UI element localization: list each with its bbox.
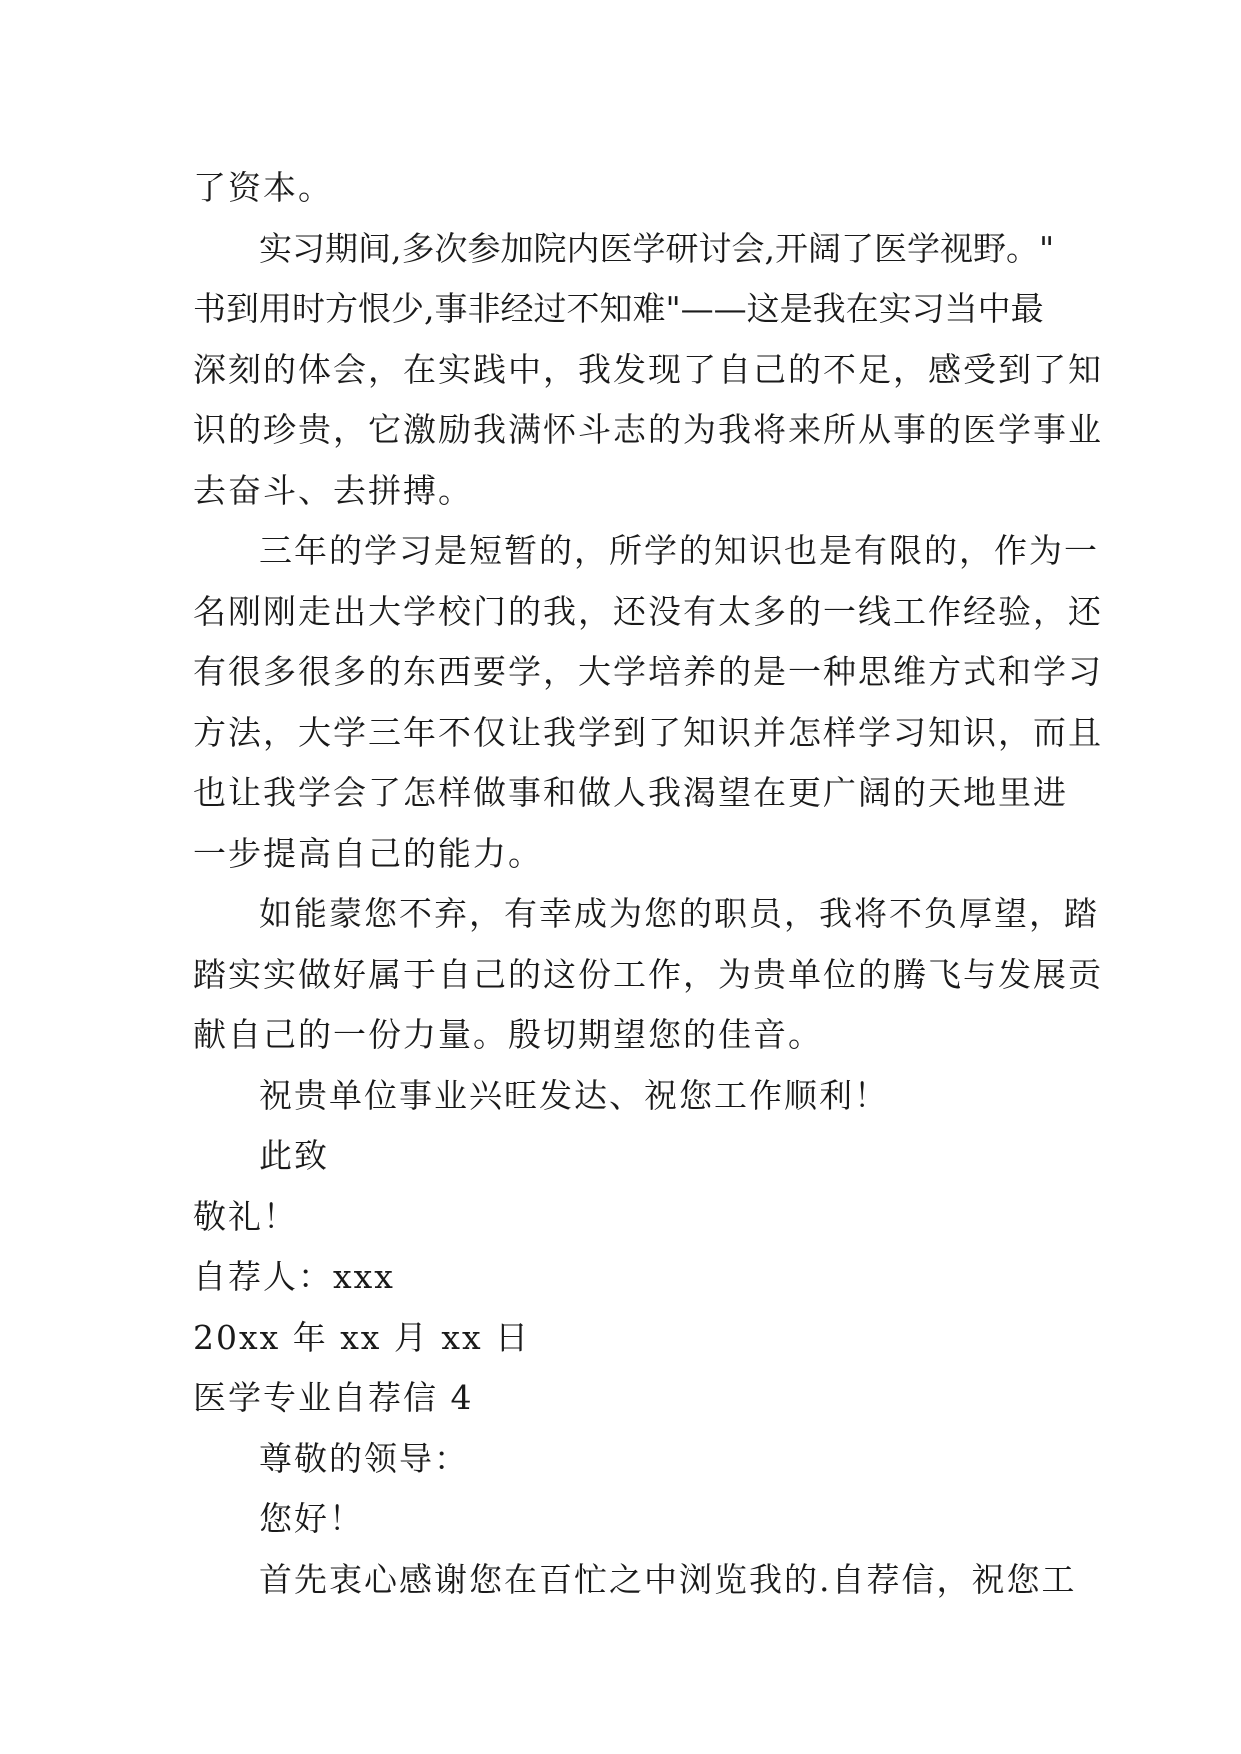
paragraph-line: 一步提高自己的能力。	[193, 833, 543, 873]
paragraph-line: 首先衷心感谢您在百忙之中浏览我的.自荐信，祝您工	[259, 1559, 1077, 1599]
paragraph-line: 有很多很多的东西要学，大学培养的是一种思维方式和学习	[193, 652, 1103, 691]
paragraph-line: 踏实实做好属于自己的这份工作，为贵单位的腾飞与发展贡	[193, 954, 1103, 994]
greeting-line: 祝贵单位事业兴旺发达、祝您工作顺利！	[259, 1075, 889, 1115]
greeting-line: 您好！	[259, 1499, 364, 1538]
paragraph-line: 深刻的体会，在实践中，我发现了自己的不足，感受到了知	[193, 349, 1103, 389]
paragraph-line: 如能蒙您不弃，有幸成为您的职员，我将不负厚望，踏	[259, 894, 1099, 933]
paragraph-line: 献自己的一份力量。殷切期望您的佳音。	[193, 1015, 823, 1054]
closing-line: 此致	[259, 1136, 329, 1175]
paragraph-line: 方法，大学三年不仅让我学到了知识并怎样学习知识，而且	[193, 712, 1103, 752]
salutation-line: 尊敬的领导：	[259, 1438, 469, 1478]
closing-salute: 敬礼！	[193, 1196, 298, 1236]
paragraph-line: 书到用时方恨少,事非经过不知难"——这是我在实习当中最	[193, 289, 1044, 328]
section-title: 医学专业自荐信 4	[193, 1378, 474, 1417]
paragraph-line: 去奋斗、去拼搏。	[193, 470, 473, 510]
document-body	[193, 158, 1103, 1610]
paragraph-line: 名刚刚走出大学校门的我，还没有太多的一线工作经验，还	[193, 591, 1103, 631]
signature-line: 自荐人：xxx	[193, 1257, 395, 1296]
paragraph-line: 了资本。	[193, 168, 333, 207]
date-line: 20xx 年 xx 月 xx 日	[193, 1317, 531, 1357]
paragraph-line: 三年的学习是短暂的，所学的知识也是有限的，作为一	[259, 531, 1099, 570]
paragraph-line: 也让我学会了怎样做事和做人我渴望在更广阔的天地里进	[193, 773, 1068, 812]
paragraph-line: 实习期间,多次参加院内医学研讨会,开阔了医学视野。"	[259, 228, 1055, 268]
paragraph-line: 识的珍贵，它激励我满怀斗志的为我将来所从事的医学事业	[193, 410, 1103, 449]
